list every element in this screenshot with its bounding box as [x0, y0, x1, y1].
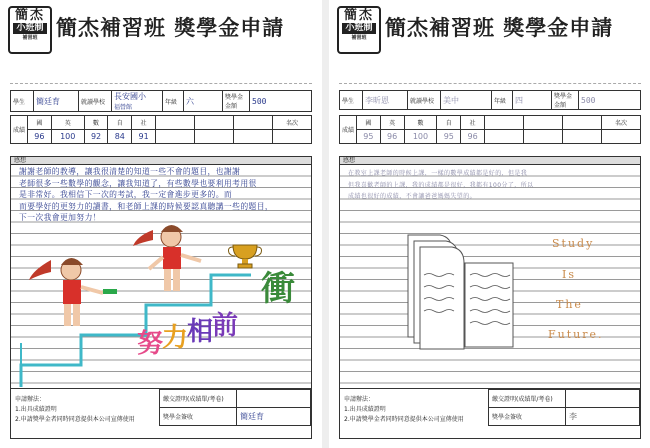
proof-label: 繳交證明(成績單/考卷) — [489, 390, 566, 408]
page-gutter — [322, 0, 329, 448]
subject-math: 數 — [404, 116, 437, 130]
subject-english: 英 — [380, 116, 404, 130]
student-name: 簡廷育 — [34, 91, 79, 112]
score-social: 91 — [132, 130, 156, 144]
application-form-right — [331, 0, 649, 448]
trophy-icon — [229, 245, 262, 268]
girl-figure-upper — [133, 225, 201, 291]
form-title: 簡杰補習班 獎學金申請 — [56, 16, 285, 40]
score-chinese: 95 — [357, 130, 381, 144]
form-header — [331, 4, 649, 52]
essay-line: 謝謝老師的教導，讓我很清楚的知道一些不會的題目，也謝謝 — [19, 167, 241, 176]
subject-science: 自 — [108, 116, 132, 130]
grade-label: 年級 — [163, 91, 184, 112]
grade-value: 四 — [513, 91, 552, 110]
subject-chinese: 國 — [28, 116, 52, 130]
school-logo: 簡杰 小班制 補習班 — [337, 6, 381, 54]
grade-value: 六 — [184, 91, 223, 112]
score-english: 100 — [51, 130, 84, 144]
school-logo: 簡杰 小班制 補習班 — [8, 6, 52, 54]
grades-label: 成績 — [11, 116, 28, 144]
essay-line: 但我喜歡老師的上課，我的成績都是很好，我都有100分了，所以 — [348, 181, 534, 189]
thoughts-label: 感想 — [339, 156, 641, 164]
score-chinese: 96 — [28, 130, 52, 144]
subject-social: 社 — [132, 116, 156, 130]
amount-label: 獎學金金額 — [223, 91, 250, 112]
subject-chinese: 國 — [357, 116, 381, 130]
essay-line: 在教室上課老師的時候上課，一樣的數學成績都是好的，但是我 — [348, 170, 528, 177]
score-science: 95 — [437, 130, 461, 144]
signature-table — [488, 389, 640, 426]
rank-label: 名次 — [273, 116, 312, 130]
school-label: 就讀學校 — [408, 91, 441, 110]
score-math: 100 — [404, 130, 437, 144]
school-label: 就讀學校 — [79, 91, 112, 112]
divider — [339, 83, 641, 84]
notebook-drawing — [340, 165, 641, 389]
amount-value: 500 — [579, 91, 641, 110]
proof-label: 繳交證明(成績單/考卷) — [160, 390, 237, 408]
receipt-signature: 李 — [566, 408, 640, 426]
student-info-table — [339, 90, 641, 110]
student-name: 李昕恩 — [363, 91, 408, 110]
study-word-4: Future. — [548, 328, 604, 341]
grades-table — [10, 115, 312, 144]
essay-line: 是非常好。我相信下一次的考試，我一定會進步更多的。而 — [19, 190, 233, 199]
rank-label: 名次 — [602, 116, 641, 130]
form-header — [2, 4, 320, 52]
study-word-1: Study — [552, 237, 595, 250]
form-footer — [10, 389, 312, 439]
essay-line: 而要學好的更努力的讀書，和老師上課的時候要認真聽講一些的題目， — [19, 201, 274, 211]
signature-table — [159, 389, 311, 426]
student-label: 學生 — [11, 91, 34, 112]
proof-value — [237, 390, 311, 408]
amount-label: 獎學金金額 — [552, 91, 579, 110]
score-english: 96 — [380, 130, 404, 144]
essay-area — [339, 164, 641, 389]
essay-line: 成績也很好的成績，不會讓爸爸媽媽失望的。 — [348, 193, 477, 200]
school-name: 美中 — [441, 91, 492, 110]
student-info-table — [10, 90, 312, 112]
divider — [10, 83, 312, 84]
form-title: 簡杰補習班 獎學金申請 — [385, 16, 614, 40]
thoughts-label: 感想 — [10, 156, 312, 164]
student-label: 學生 — [340, 91, 363, 110]
girl-figure-lower — [29, 258, 117, 326]
amount-value: 500 — [250, 91, 312, 112]
form-footer — [339, 389, 641, 439]
slogan-text: 努力相前 — [137, 311, 238, 359]
application-form-left — [2, 0, 320, 448]
score-social: 96 — [461, 130, 485, 144]
score-math: 92 — [84, 130, 108, 144]
essay-line: 下一次我會更加努力！ — [19, 213, 101, 222]
essay-line: 老師很多一些數學的觀念，讓我知道了，有些數學也要利用考用很 — [19, 178, 257, 188]
grades-table — [339, 115, 641, 144]
receipt-signature: 簡廷育 — [237, 408, 311, 426]
grade-label: 年級 — [492, 91, 513, 110]
grades-label: 成績 — [340, 116, 357, 144]
essay-area — [10, 164, 312, 389]
subject-english: 英 — [51, 116, 84, 130]
study-word-3: The — [556, 298, 583, 311]
receipt-label: 獎學金簽收 — [160, 408, 237, 426]
receipt-label: 獎學金簽收 — [489, 408, 566, 426]
subject-social: 社 — [461, 116, 485, 130]
school-name: 長安國小 福營館 — [112, 91, 163, 112]
subject-math: 數 — [84, 116, 108, 130]
application-notes: 申請辦法： 1.出具成績證明 2.申請獎學金者同時同意提供本公司宣傳使用 — [344, 396, 464, 423]
application-notes: 申請辦法： 1.出具成績證明 2.申請獎學金者同時同意提供本公司宣傳使用 — [15, 396, 135, 423]
study-word-2: Is — [562, 268, 576, 281]
proof-value — [566, 390, 640, 408]
subject-science: 自 — [437, 116, 461, 130]
slogan-char-charge: 衝 — [261, 269, 295, 309]
score-science: 84 — [108, 130, 132, 144]
